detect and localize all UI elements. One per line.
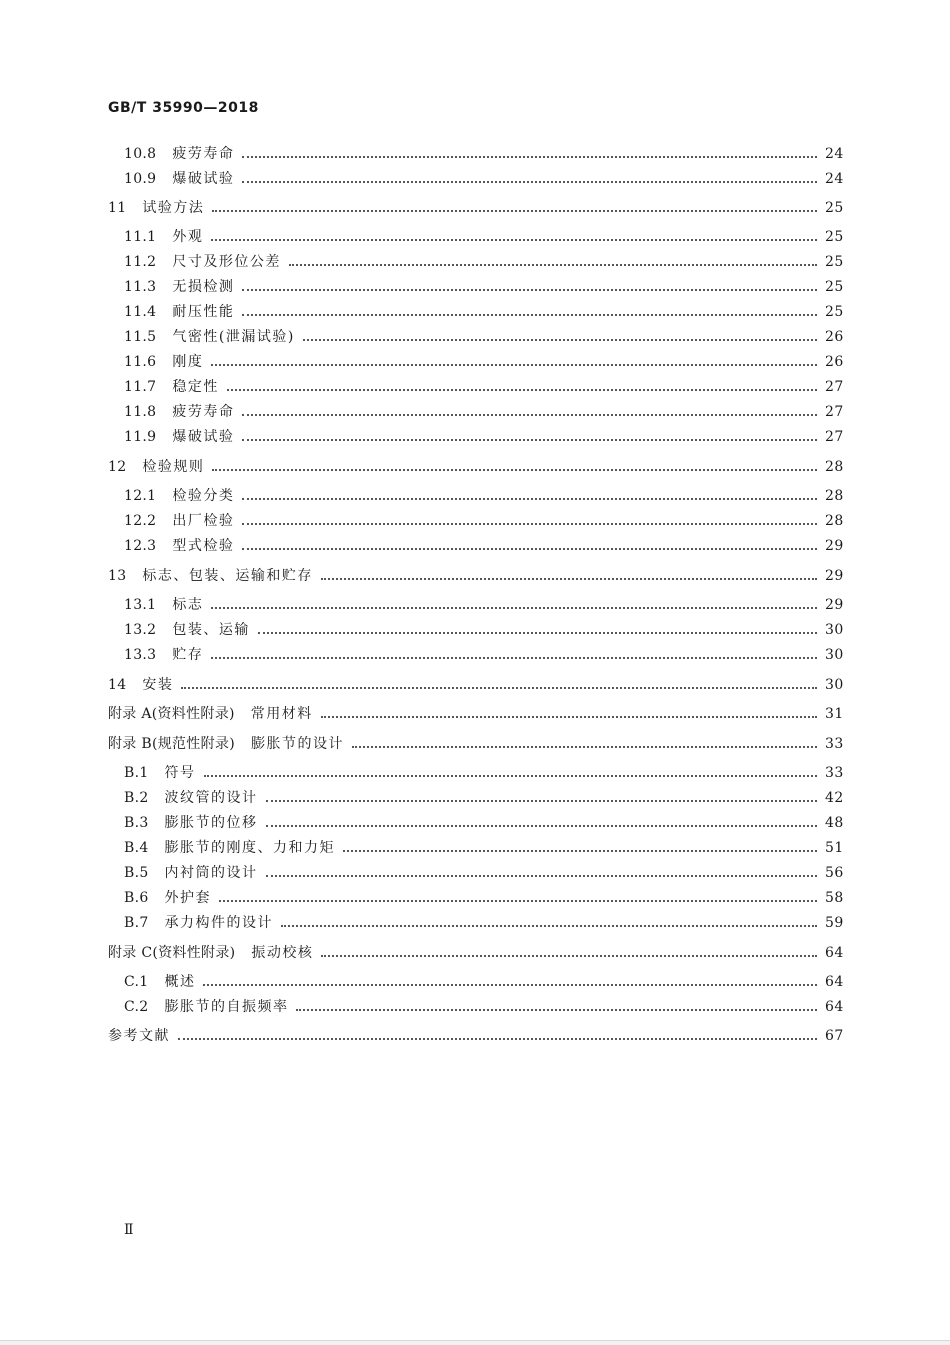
toc-entry[interactable]: [124, 620, 843, 640]
toc-entry-number: C.1: [124, 974, 149, 990]
toc-entry-title: 检验规则: [142, 459, 205, 475]
toc-entry-number: 11.3: [124, 279, 157, 295]
toc-entry-title: 参考文献: [108, 1028, 170, 1044]
toc-entry-title: 检验分类: [172, 488, 235, 504]
dot-leader: [211, 364, 817, 366]
toc-entry-title: 尺寸及形位公差: [172, 254, 281, 270]
toc-entry[interactable]: [124, 486, 843, 506]
dot-leader: [343, 850, 817, 852]
toc-entry-number: B.7: [124, 915, 149, 931]
toc-entry-title: 刚度: [172, 354, 204, 370]
dot-leader: [242, 548, 817, 550]
toc-entry[interactable]: [124, 227, 843, 247]
toc-entry-number: 附录 A(资料性附录): [108, 706, 235, 722]
toc-entry-page: 25: [825, 304, 844, 320]
toc-entry-page: 64: [825, 945, 844, 961]
toc-entry-number: B.6: [124, 890, 149, 906]
dot-leader: [321, 578, 817, 580]
toc-entry-number: 13: [108, 568, 127, 584]
toc-entry-title: 膨胀节的设计: [250, 736, 344, 752]
toc-entry[interactable]: [108, 566, 843, 586]
toc-entry-title: 外护套: [164, 890, 212, 906]
toc-entry-number: 11.5: [124, 329, 157, 345]
toc-entry-number: 13.1: [124, 597, 157, 613]
toc-entry-page: 64: [825, 999, 844, 1015]
toc-entry-page: 28: [825, 459, 844, 475]
dot-leader: [352, 746, 817, 748]
dot-leader: [242, 181, 817, 183]
toc-entry-page: 48: [825, 815, 844, 831]
toc-entry-title: 爆破试验: [172, 171, 235, 187]
toc-entry[interactable]: [124, 763, 843, 783]
toc-entry[interactable]: [124, 813, 843, 833]
toc-entry-number: 12.1: [124, 488, 157, 504]
toc-entry-page: 26: [825, 329, 844, 345]
toc-entry-title: 振动校核: [251, 945, 314, 961]
toc-entry-title: 标志、包装、运输和贮存: [142, 568, 313, 584]
toc-entry-page: 59: [825, 915, 844, 931]
toc-entry-title: 气密性(泄漏试验): [172, 329, 295, 345]
toc-entry-page: 33: [825, 736, 844, 752]
toc-entry-number: 11.9: [124, 429, 157, 445]
dot-leader: [204, 775, 817, 777]
toc-entry-page: 26: [825, 354, 844, 370]
dot-leader: [242, 523, 817, 525]
toc-entry[interactable]: [108, 675, 843, 695]
toc-entry-page: 42: [825, 790, 844, 806]
dot-leader: [266, 875, 817, 877]
toc-entry[interactable]: [124, 252, 843, 272]
dot-leader: [303, 339, 817, 341]
toc-entry-page: 58: [825, 890, 844, 906]
toc-entry-number: B.3: [124, 815, 149, 831]
toc-entry-title: 膨胀节的刚度、力和力矩: [164, 840, 336, 856]
dot-leader: [281, 925, 817, 927]
toc-entry[interactable]: [108, 1026, 843, 1046]
toc-entry-number: 12.2: [124, 513, 157, 529]
toc-entry-page: 25: [825, 229, 844, 245]
toc-entry-page: 64: [825, 974, 844, 990]
toc-entry-number: 10.8: [124, 146, 157, 162]
toc-entry-page: 30: [825, 622, 844, 638]
dot-leader: [212, 469, 817, 471]
toc-entry-title: 承力构件的设计: [164, 915, 274, 931]
toc-entry-title: 无损检测: [172, 279, 235, 295]
dot-leader: [321, 716, 817, 718]
toc-entry-title: 疲劳寿命: [172, 146, 235, 162]
toc-entry[interactable]: [124, 913, 843, 933]
dot-leader: [211, 607, 817, 609]
dot-leader: [212, 210, 817, 212]
toc-entry-number: 11.8: [124, 404, 157, 420]
toc-entry[interactable]: [124, 427, 843, 447]
toc-entry-number: B.1: [124, 765, 149, 781]
toc-entry[interactable]: [124, 972, 843, 992]
dot-leader: [181, 687, 817, 689]
toc-entry[interactable]: [108, 734, 843, 754]
dot-leader: [242, 498, 817, 500]
toc-entry-title: 概述: [164, 974, 196, 990]
toc-entry-title: 出厂检验: [172, 513, 235, 529]
toc-entry-number: B.4: [124, 840, 149, 856]
toc-entry-number: 13.3: [124, 647, 157, 663]
toc-entry-title: 疲劳寿命: [172, 404, 235, 420]
dot-leader: [242, 314, 817, 316]
dot-leader: [258, 632, 817, 634]
toc-entry-title: 外观: [172, 229, 204, 245]
toc-entry[interactable]: [124, 277, 843, 297]
toc-entry[interactable]: [124, 511, 843, 531]
dot-leader: [321, 955, 817, 957]
toc-entry[interactable]: [124, 997, 843, 1017]
standard-code-header: GB/T 35990—2018: [108, 100, 259, 116]
toc-entry-page: 28: [825, 513, 844, 529]
toc-entry-page: 56: [825, 865, 844, 881]
dot-leader: [296, 1009, 817, 1011]
toc-entry-number: 12: [108, 459, 127, 475]
toc-entry-title: 膨胀节的自振频率: [164, 999, 289, 1015]
toc-entry[interactable]: [108, 943, 843, 963]
toc-entry-number: 11: [108, 200, 127, 216]
toc-entry-page: 27: [825, 429, 844, 445]
toc-entry-page: 24: [825, 171, 844, 187]
toc-entry[interactable]: [124, 863, 843, 883]
toc-entry[interactable]: [108, 457, 843, 477]
dot-leader: [227, 389, 817, 391]
toc-entry-title: 波纹管的设计: [164, 790, 258, 806]
toc-entry-title: 爆破试验: [172, 429, 235, 445]
toc-entry-page: 25: [825, 254, 844, 270]
toc-entry-number: 附录 C(资料性附录): [108, 945, 236, 961]
toc-entry-title: 内衬筒的设计: [164, 865, 258, 881]
toc-entry[interactable]: [108, 198, 843, 218]
toc-entry-number: 12.3: [124, 538, 157, 554]
toc-entry-title: 试验方法: [142, 200, 205, 216]
toc-entry[interactable]: [124, 302, 843, 322]
toc-entry-number: 14: [108, 677, 127, 693]
dot-leader: [266, 825, 817, 827]
toc-entry[interactable]: [124, 536, 843, 556]
toc-entry[interactable]: [108, 704, 843, 724]
toc-entry-title: 贮存: [172, 647, 204, 663]
toc-entry-title: 型式检验: [172, 538, 235, 554]
toc-entry-title: 常用材料: [250, 706, 313, 722]
toc-entry-number: 11.4: [124, 304, 157, 320]
toc-entry-page: 30: [825, 647, 844, 663]
toc-entry-page: 28: [825, 488, 844, 504]
toc-entry-page: 25: [825, 200, 844, 216]
toc-entry-page: 51: [825, 840, 844, 856]
toc-entry[interactable]: [124, 327, 843, 347]
toc-entry-number: 11.1: [124, 229, 157, 245]
toc-entry-page: 30: [825, 677, 844, 693]
toc-entry-page: 29: [825, 568, 844, 584]
toc-entry-number: 10.9: [124, 171, 157, 187]
toc-entry[interactable]: [124, 402, 843, 422]
toc-entry-title: 耐压性能: [172, 304, 235, 320]
toc-entry[interactable]: [124, 788, 843, 808]
dot-leader: [211, 239, 817, 241]
toc-entry[interactable]: [124, 352, 843, 372]
toc-entry[interactable]: [124, 169, 843, 189]
toc-entry[interactable]: [124, 838, 843, 858]
toc-entry[interactable]: [124, 595, 843, 615]
toc-entry[interactable]: [124, 645, 843, 665]
dot-leader: [203, 984, 817, 986]
toc-entry-page: 25: [825, 279, 844, 295]
toc-entry-number: 13.2: [124, 622, 157, 638]
dot-leader: [242, 156, 817, 158]
dot-leader: [219, 900, 817, 902]
toc-entry-number: 11.6: [124, 354, 157, 370]
dot-leader: [178, 1038, 817, 1040]
toc-entry-title: 安装: [142, 677, 174, 693]
dot-leader: [289, 264, 817, 266]
toc-entry[interactable]: [124, 888, 843, 908]
toc-entry-number: 11.7: [124, 379, 157, 395]
toc-entry-number: B.5: [124, 865, 149, 881]
toc-entry-page: 29: [825, 597, 844, 613]
toc-entry-title: 符号: [164, 765, 196, 781]
toc-entry-page: 33: [825, 765, 844, 781]
toc-entry-page: 27: [825, 404, 844, 420]
toc-entry[interactable]: [124, 377, 843, 397]
toc-entry-page: 67: [825, 1028, 844, 1044]
toc-entry-page: 24: [825, 146, 844, 162]
toc-entry-number: C.2: [124, 999, 149, 1015]
dot-leader: [242, 439, 817, 441]
toc-entry-page: 31: [825, 706, 844, 722]
toc-entry-page: 27: [825, 379, 844, 395]
dot-leader: [211, 657, 817, 659]
dot-leader: [242, 289, 817, 291]
toc-entry-number: B.2: [124, 790, 149, 806]
dot-leader: [266, 800, 817, 802]
toc-entry-page: 29: [825, 538, 844, 554]
toc-entry-title: 标志: [172, 597, 204, 613]
toc-entry-number: 11.2: [124, 254, 157, 270]
toc-entry[interactable]: [124, 144, 843, 164]
toc-entry-title: 包装、运输: [172, 622, 250, 638]
page-number-footer: Ⅱ: [124, 1222, 134, 1238]
toc-entry-title: 稳定性: [172, 379, 219, 395]
toc-entry-title: 膨胀节的位移: [164, 815, 258, 831]
toc-entry-number: 附录 B(规范性附录): [108, 736, 235, 752]
dot-leader: [242, 414, 817, 416]
